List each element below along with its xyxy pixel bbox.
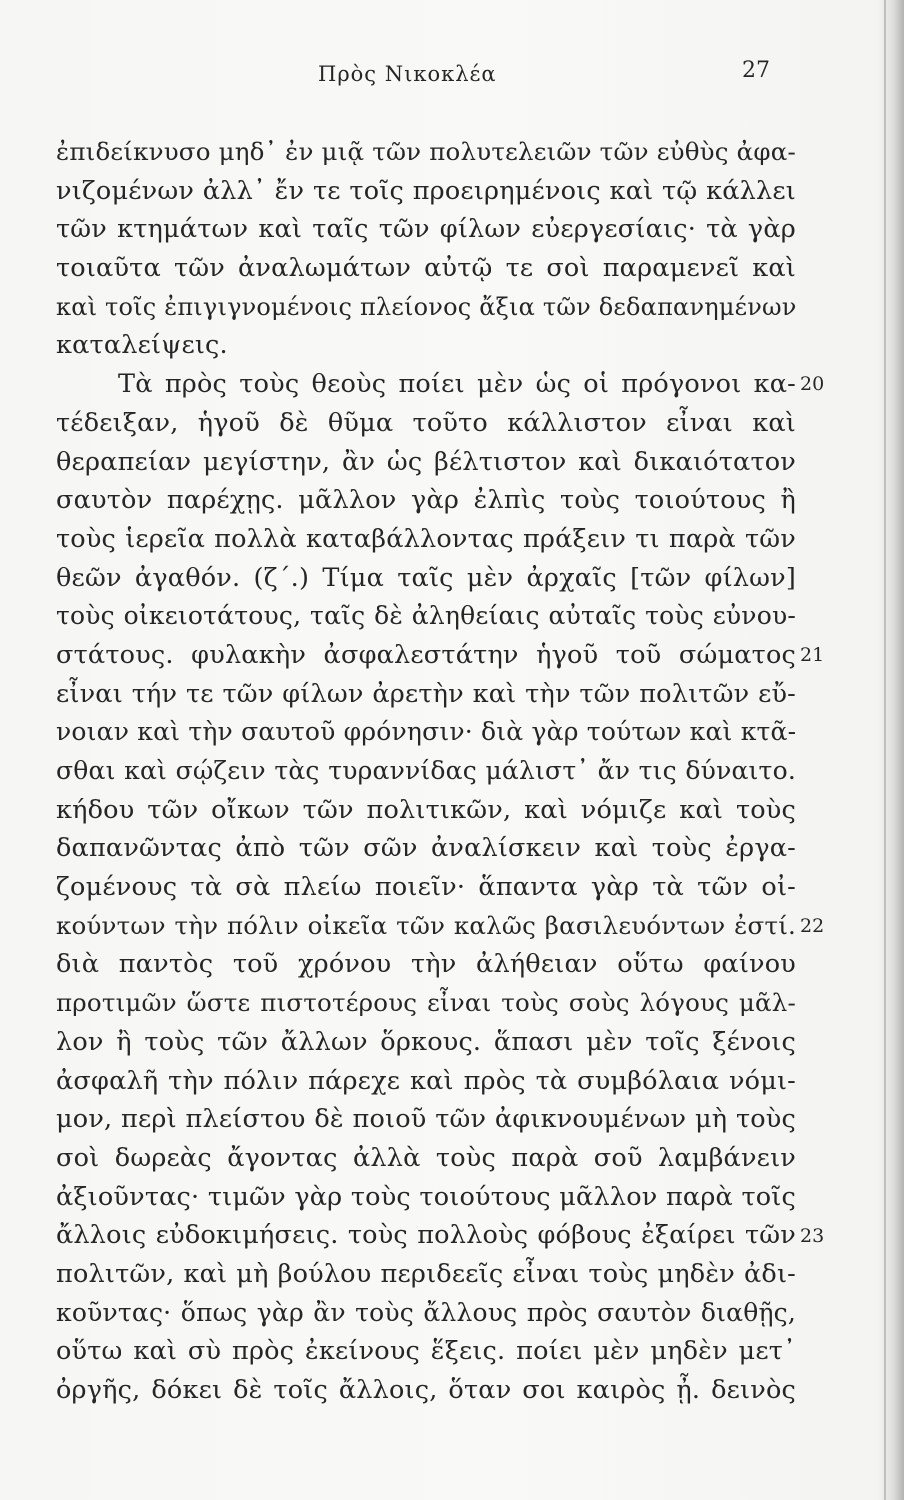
text-line: καταλείψεις. bbox=[56, 330, 228, 361]
text-line: σαυτὸν παρέχῃς. μᾶλλον γὰρ ἐλπὶς τοὺς τοιούτους ἢ bbox=[56, 485, 796, 516]
section-number: 20 bbox=[800, 373, 825, 396]
text-line: ἀσφαλῆ τὴν πόλιν πάρεχε καὶ πρὸς τὰ συμβόλαια νόμι- bbox=[56, 1065, 796, 1096]
text-line: ἄλλοις εὐδοκιμήσεις. τοὺς πολλοὺς φόβους ἐξαίρει τῶν bbox=[56, 1220, 796, 1251]
section-number: 21 bbox=[800, 644, 825, 667]
text-line: ζομένους τὰ σὰ πλείω ποιεῖν· ἅπαντα γὰρ τὰ τῶν οἰ- bbox=[56, 872, 796, 903]
running-title: Πρὸς Νικοκλέα bbox=[318, 62, 497, 86]
section-number: 22 bbox=[800, 915, 825, 937]
text-line: προτιμῶν ὥστε πιστοτέρους εἶναι τοὺς σοὺς λόγους μᾶλ- bbox=[56, 988, 796, 1018]
text-line: ἀξιοῦντας· τιμῶν γὰρ τοὺς τοιούτους μᾶλλον παρὰ τοῖς bbox=[56, 1181, 796, 1212]
page-edge-shadow bbox=[878, 0, 904, 1500]
text-line: κήδου τῶν οἴκων τῶν πολιτικῶν, καὶ νόμιζε καὶ τοὺς bbox=[56, 794, 796, 825]
text-line: τοιαῦτα τῶν ἀναλωμάτων αὐτῷ τε σοὶ παραμενεῖ καὶ bbox=[56, 253, 796, 284]
section-numbers bbox=[800, 0, 860, 1500]
text-line: δαπανῶντας ἀπὸ τῶν σῶν ἀναλίσκειν καὶ τοὺς ἐργα- bbox=[56, 833, 796, 864]
text-line: τοὺς ἱερεῖα πολλὰ καταβάλλοντας πράξειν τι παρὰ τῶν bbox=[56, 523, 796, 554]
text-line: πολιτῶν, καὶ μὴ βούλου περιδεεῖς εἶναι τοὺς μηδὲν ἀδι- bbox=[56, 1258, 796, 1289]
text-line: ἐπιδείκνυσο μηδ᾽ ἐν μιᾷ τῶν πολυτελειῶν τῶν εὐθὺς ἀφα- bbox=[56, 137, 796, 166]
text-line: τῶν κτημάτων καὶ ταῖς τῶν φίλων εὐεργεσίαις· τὰ γὰρ bbox=[56, 214, 796, 245]
text-line: λον ἢ τοὺς τῶν ἄλλων ὅρκους. ἅπασι μὲν τοῖς ξένοις bbox=[56, 1026, 796, 1057]
text-line: τέδειξαν, ἡγοῦ δὲ θῦμα τοῦτο κάλλιστον εἶναι καὶ bbox=[56, 407, 796, 438]
text-line: νοιαν καὶ τὴν σαυτοῦ φρόνησιν· διὰ γὰρ τούτων καὶ κτᾶ- bbox=[56, 717, 797, 747]
text-line: στάτους. φυλακὴν ἀσφαλεστάτην ἡγοῦ τοῦ σώματος bbox=[56, 639, 796, 670]
text-line: Τὰ πρὸς τοὺς θεοὺς ποίει μὲν ὡς οἱ πρόγονοι κα- bbox=[118, 369, 796, 400]
text-line: σθαι καὶ σῴζειν τὰς τυραννίδας μάλιστ᾽ ἄν τις δύναιτο. bbox=[56, 756, 796, 785]
text-line: τοὺς οἰκειοτάτους, ταῖς δὲ ἀληθείαις αὐταῖς τοὺς εὐνου- bbox=[56, 601, 796, 631]
section-number: 23 bbox=[800, 1224, 825, 1247]
text-line: κοῦντας· ὅπως γὰρ ἂν τοὺς ἄλλους πρὸς σαυτὸν διαθῇς, bbox=[56, 1297, 796, 1327]
text-line: σοὶ δωρεὰς ἄγοντας ἀλλὰ τοὺς παρὰ σοῦ λαμβάνειν bbox=[56, 1142, 796, 1173]
text-line: μον, περὶ πλείστου δὲ ποιοῦ τῶν ἀφικνουμένων μὴ τοὺς bbox=[56, 1104, 796, 1135]
text-line: θεῶν ἀγαθόν. (ζ΄.) Τίμα ταῖς μὲν ἀρχαῖς [τῶν φίλων] bbox=[56, 562, 796, 593]
text-line: κούντων τὴν πόλιν οἰκεῖα τῶν καλῶς βασιλευόντων ἐστί. bbox=[56, 910, 796, 940]
text-line: νιζομένων ἀλλ᾽ ἔν τε τοῖς προειρημένοις καὶ τῷ κάλλει bbox=[56, 175, 796, 206]
page-edge-line bbox=[884, 0, 886, 1500]
body-text bbox=[56, 133, 796, 1410]
text-line: καὶ τοῖς ἐπιγιγνομένοις πλείονος ἄξια τῶν δεδαπανημένων bbox=[56, 292, 797, 321]
page-number: 27 bbox=[742, 58, 770, 83]
text-line: εἶναι τήν τε τῶν φίλων ἀρετὴν καὶ τὴν τῶν πολιτῶν εὔ- bbox=[56, 678, 796, 709]
text-line: ὀργῆς, δόκει δὲ τοῖς ἄλλοις, ὅταν σοι καιρὸς ᾖ. δεινὸς bbox=[56, 1375, 796, 1405]
running-header bbox=[0, 58, 904, 98]
text-line: διὰ παντὸς τοῦ χρόνου τὴν ἀλήθειαν οὕτω φαίνου bbox=[56, 949, 796, 980]
text-line: οὕτω καὶ σὺ πρὸς ἐκείνους ἕξεις. ποίει μὲν μηδὲν μετ᾽ bbox=[56, 1336, 796, 1367]
text-line: θεραπείαν μεγίστην, ἂν ὡς βέλτιστον καὶ δικαιότατον bbox=[56, 446, 796, 477]
